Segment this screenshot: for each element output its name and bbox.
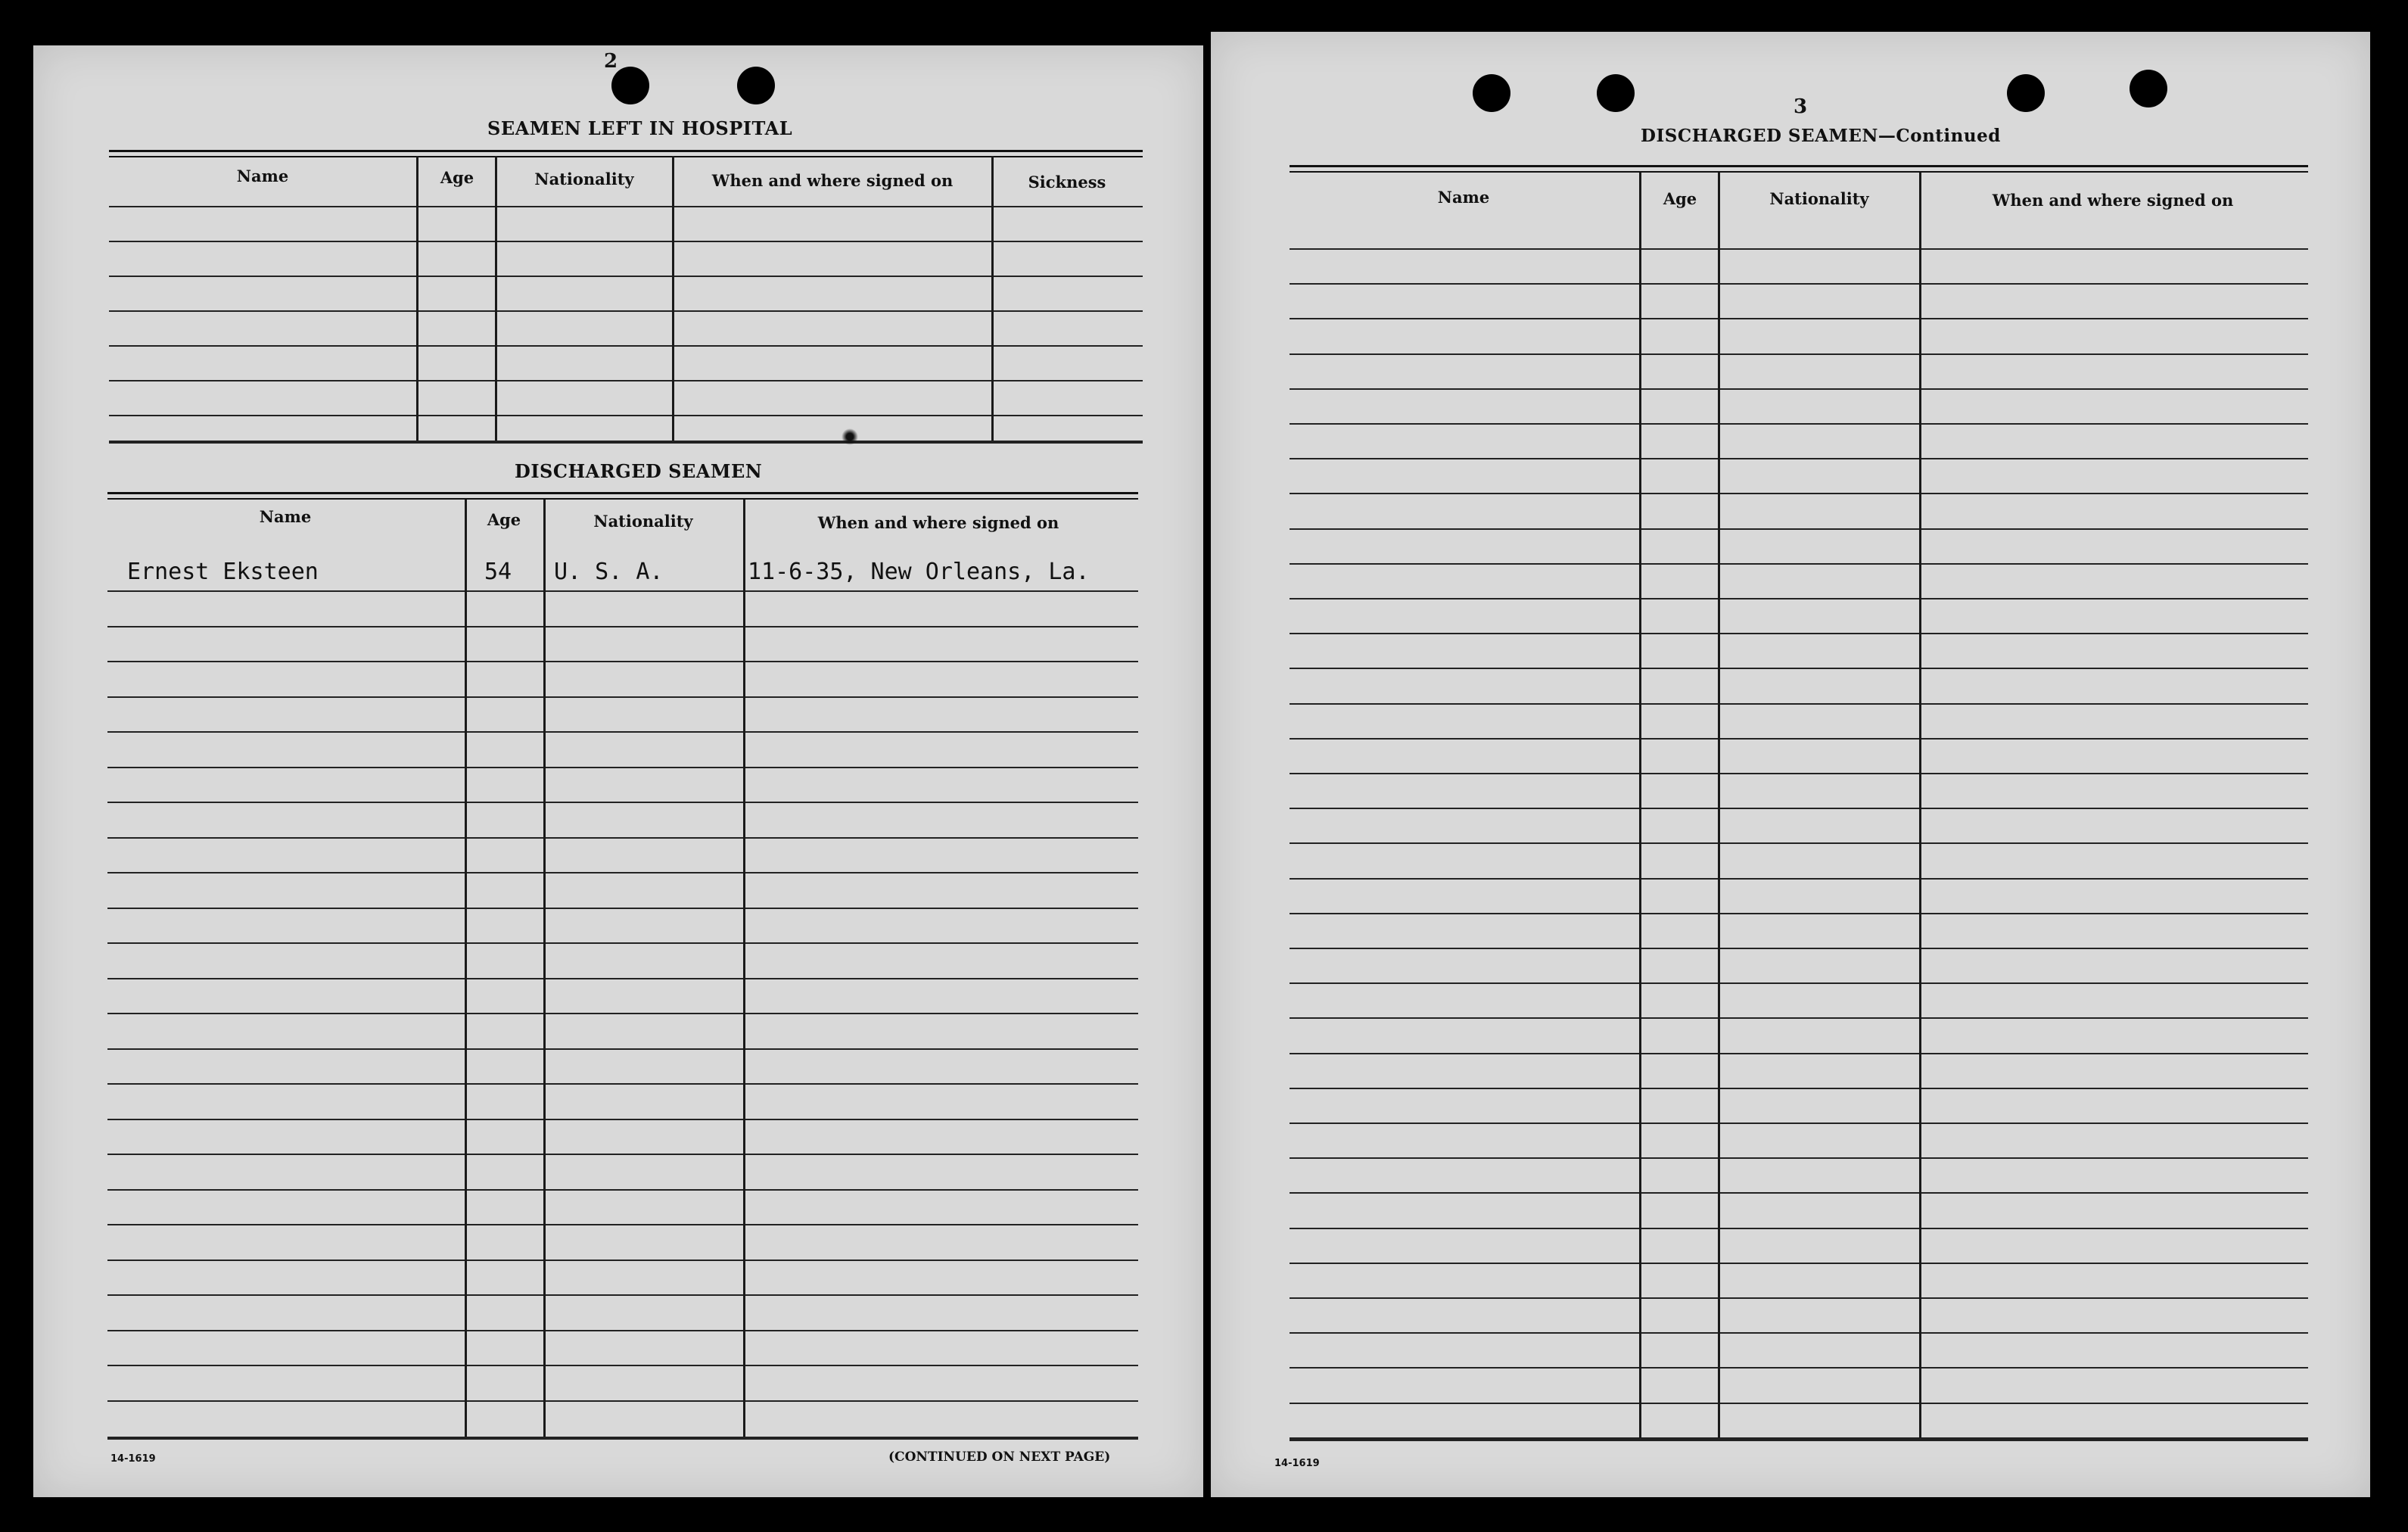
bottom-rule xyxy=(1290,1438,2308,1441)
row-rule xyxy=(107,626,1138,627)
row-rule xyxy=(107,1083,1138,1085)
hospital-section-title: SEAMEN LEFT IN HOSPITAL xyxy=(487,117,793,139)
row-rule xyxy=(107,1119,1138,1120)
row-rule xyxy=(1290,1017,2308,1019)
row-rule xyxy=(1290,1297,2308,1299)
col-header-nationality: Nationality xyxy=(593,512,693,531)
column-rule xyxy=(1718,173,1720,1438)
row-rule xyxy=(1290,1403,2308,1404)
bottom-rule xyxy=(109,441,1143,444)
col-header-signed-on: When and where signed on xyxy=(817,513,1059,532)
row-rule xyxy=(1290,808,2308,809)
row-rule xyxy=(107,731,1138,733)
row-rule xyxy=(1290,388,2308,390)
bottom-rule xyxy=(107,1437,1138,1440)
seaman-age: 54 xyxy=(484,559,512,585)
row-rule xyxy=(107,696,1138,698)
punch-hole xyxy=(1597,74,1635,112)
column-rule xyxy=(1919,173,1921,1438)
row-rule xyxy=(109,310,1143,312)
column-rule xyxy=(1639,173,1641,1438)
row-rule xyxy=(1290,773,2308,774)
column-rule xyxy=(991,156,994,441)
row-rule xyxy=(1290,598,2308,599)
col-header-sickness: Sickness xyxy=(1028,173,1106,192)
discharged-continued-title: DISCHARGED SEAMEN—Continued xyxy=(1641,126,2001,146)
page-number: 3 xyxy=(1794,95,1808,118)
col-header-name: Name xyxy=(259,507,312,526)
row-rule xyxy=(1290,982,2308,984)
row-rule xyxy=(1290,423,2308,425)
row-rule xyxy=(1290,528,2308,530)
row-rule xyxy=(107,1294,1138,1296)
row-rule xyxy=(1290,1192,2308,1194)
row-rule xyxy=(109,380,1143,381)
ink-smudge xyxy=(842,428,858,445)
row-rule xyxy=(107,908,1138,909)
row-rule xyxy=(1290,1332,2308,1334)
col-header-signed-on: When and where signed on xyxy=(711,171,954,190)
row-rule xyxy=(1290,318,2308,319)
row-rule xyxy=(1290,842,2308,844)
seaman-nationality: U. S. A. xyxy=(554,559,664,585)
form-number: 14-1619 xyxy=(110,1453,156,1465)
punch-hole xyxy=(737,67,775,104)
row-rule xyxy=(107,1048,1138,1050)
continued-note: (CONTINUED ON NEXT PAGE) xyxy=(888,1449,1111,1465)
row-rule xyxy=(1290,1228,2308,1229)
row-rule xyxy=(1290,948,2308,949)
title-rule xyxy=(1290,165,2308,173)
row-rule xyxy=(107,1154,1138,1155)
col-header-age: Age xyxy=(1663,189,1697,208)
right-form-page xyxy=(1211,32,2370,1497)
col-header-nationality: Nationality xyxy=(534,170,634,188)
column-rule xyxy=(543,500,546,1437)
row-rule xyxy=(1290,1263,2308,1264)
col-header-nationality: Nationality xyxy=(1769,189,1869,208)
row-rule xyxy=(1290,913,2308,914)
col-header-age: Age xyxy=(487,510,521,529)
row-rule xyxy=(1290,1053,2308,1054)
column-rule xyxy=(743,500,745,1437)
row-rule xyxy=(107,1330,1138,1331)
col-header-name: Name xyxy=(1437,188,1490,207)
row-rule xyxy=(107,1365,1138,1366)
page-number: 2 xyxy=(604,50,618,73)
row-rule xyxy=(109,276,1143,277)
row-rule xyxy=(1290,493,2308,494)
row-rule xyxy=(107,1224,1138,1225)
row-rule xyxy=(107,1400,1138,1402)
row-rule xyxy=(1290,633,2308,634)
discharged-section-title: DISCHARGED SEAMEN xyxy=(515,460,763,482)
column-rule xyxy=(416,156,418,441)
punch-hole xyxy=(2130,70,2167,107)
row-rule xyxy=(109,415,1143,416)
row-rule xyxy=(1290,283,2308,285)
row-rule xyxy=(1290,248,2308,250)
row-rule xyxy=(107,802,1138,803)
left-form-page xyxy=(33,45,1203,1497)
row-rule xyxy=(107,1189,1138,1191)
row-rule xyxy=(107,590,1138,592)
col-header-age: Age xyxy=(440,168,474,187)
row-rule xyxy=(107,942,1138,944)
form-number: 14-1619 xyxy=(1274,1458,1320,1469)
row-rule xyxy=(1290,703,2308,705)
row-rule xyxy=(1290,563,2308,565)
row-rule xyxy=(109,241,1143,242)
row-rule xyxy=(1290,1157,2308,1159)
title-rule xyxy=(107,492,1138,500)
row-rule xyxy=(107,837,1138,839)
row-rule xyxy=(107,767,1138,768)
column-rule xyxy=(672,156,674,441)
column-rule xyxy=(465,500,467,1437)
row-rule xyxy=(107,1260,1138,1261)
row-rule xyxy=(1290,458,2308,459)
col-header-name: Name xyxy=(236,167,289,185)
row-rule xyxy=(107,661,1138,662)
row-rule xyxy=(107,872,1138,873)
row-rule xyxy=(1290,738,2308,740)
punch-hole xyxy=(2007,74,2045,112)
row-rule xyxy=(107,978,1138,979)
punch-hole xyxy=(1473,74,1510,112)
row-rule xyxy=(1290,1123,2308,1124)
col-header-signed-on: When and where signed on xyxy=(1992,191,2234,210)
row-rule xyxy=(1290,878,2308,880)
title-rule xyxy=(109,150,1143,157)
row-rule xyxy=(109,206,1143,207)
row-rule xyxy=(107,1013,1138,1014)
seaman-name: Ernest Eksteen xyxy=(127,559,319,585)
row-rule xyxy=(1290,1367,2308,1369)
row-rule xyxy=(1290,1088,2308,1089)
seaman-signed-on: 11-6-35, New Orleans, La. xyxy=(748,559,1090,585)
row-rule xyxy=(1290,668,2308,669)
row-rule xyxy=(109,345,1143,347)
column-rule xyxy=(495,156,497,441)
row-rule xyxy=(1290,353,2308,355)
